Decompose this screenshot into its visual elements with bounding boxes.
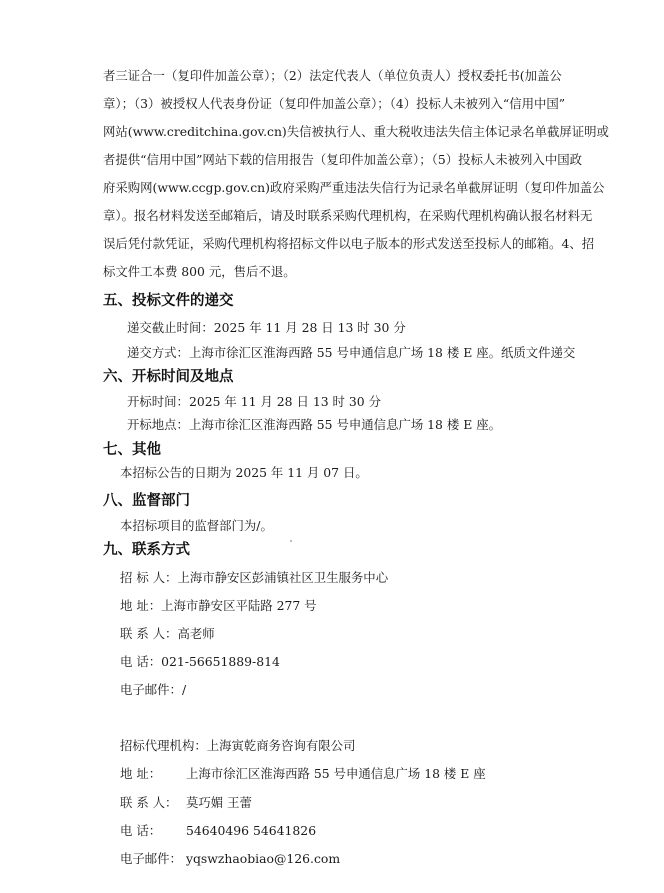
- paragraph-line: 网站(www.creditchina.gov.cn)失信被执行人、重大税收违法失信主体记录名单截屏证明或: [103, 124, 609, 139]
- section-heading-other: 七、其他: [103, 442, 161, 458]
- paragraph-line: 者三证合一（复印件加盖公章）；（2）法定代表人（单位负责人）授权委托书(加盖公: [103, 68, 562, 83]
- paragraph-line: 章）；（3）被授权人代表身份证（复印件加盖公章）；（4）投标人未被列入“信用中国”: [103, 96, 566, 111]
- agency-name: 上海寅乾商务咨询有限公司: [206, 738, 356, 753]
- tenderer-name: 上海市静安区彭浦镇社区卫生服务中心: [177, 570, 389, 585]
- agency-phone-row: [120, 823, 316, 839]
- tenderer-name-row: [120, 570, 388, 586]
- submission-deadline: 递交截止时间：2025 年 11 月 28 日 13 时 30 分: [127, 320, 406, 335]
- scan-speck: [290, 540, 292, 542]
- agency-name-row: [120, 738, 355, 754]
- paragraph-line: 府采购网(www.ccgp.gov.cn)政府采购严重违法失信行为记录名单截屏证明（复印件加盖公: [103, 180, 605, 195]
- tenderer-contact-row: [120, 626, 215, 642]
- tenderer-email: /: [181, 682, 187, 697]
- tenderer-address-row: [120, 598, 317, 614]
- agency-phone-label: 电 话：: [120, 823, 162, 838]
- agency-email-label: 电子邮件：: [120, 851, 182, 866]
- section-heading-supervision: 八、监督部门: [103, 493, 190, 509]
- paragraph-line: 者提供“信用中国”网站下载的信用报告（复印件加盖公章）；（5）投标人未被列入中国政: [103, 152, 582, 167]
- agency-email: yqswzhaobiao@126.com: [186, 851, 341, 866]
- agency-address: 上海市徐汇区淮海西路 55 号申通信息广场 18 楼 E 座: [186, 766, 486, 781]
- opening-time: 开标时间：2025 年 11 月 28 日 13 时 30 分: [127, 394, 381, 409]
- paragraph-line: 标文件工本费 800 元，售后不退。: [103, 264, 296, 279]
- agency-contact-row: [120, 795, 252, 811]
- tenderer-email-label: 电子邮件：: [120, 682, 182, 697]
- section-heading-submission: 五、投标文件的递交: [103, 293, 234, 309]
- agency-email-row: [120, 851, 340, 867]
- paragraph-line: 误后凭付款凭证，采购代理机构将招标文件以电子版本的形式发送至投标人的邮箱。4、招: [103, 236, 595, 251]
- tenderer-phone: 021-56651889-814: [161, 654, 280, 669]
- tenderer-email-row: [120, 682, 186, 698]
- tenderer-contact-label: 联 系 人：: [120, 626, 178, 641]
- agency-contact-label: 联 系 人：: [120, 795, 178, 810]
- agency-phone: 54640496 54641826: [186, 823, 317, 838]
- submission-method: 递交方式：上海市徐汇区淮海西路 55 号申通信息广场 18 楼 E 座。纸质文件递交: [127, 345, 576, 360]
- agency-address-row: [120, 766, 486, 782]
- tenderer-name-label: 招 标 人：: [120, 570, 178, 585]
- section-heading-contact: 九、联系方式: [103, 542, 190, 558]
- tenderer-phone-row: [120, 654, 280, 670]
- paragraph-line: 章）。报名材料发送至邮箱后，请及时联系采购代理机构，在采购代理机构确认报名材料无: [103, 208, 593, 223]
- tenderer-phone-label: 电 话：: [120, 654, 162, 669]
- section-heading-opening: 六、开标时间及地点: [103, 369, 234, 385]
- supervision-text: 本招标项目的监督部门为/。: [120, 518, 273, 533]
- opening-place: 开标地点：上海市徐汇区淮海西路 55 号申通信息广场 18 楼 E 座。: [127, 417, 501, 432]
- agency-address-label: 地 址：: [120, 766, 162, 781]
- announcement-date: 本招标公告的日期为 2025 年 11 月 07 日。: [120, 465, 368, 480]
- agency-contact: 莫巧媚 王蕾: [186, 795, 252, 810]
- tenderer-address: 上海市静安区平陆路 277 号: [161, 598, 317, 613]
- tenderer-contact: 高老师: [177, 626, 215, 641]
- tenderer-address-label: 地 址：: [120, 598, 162, 613]
- agency-name-label: 招标代理机构：: [120, 738, 207, 753]
